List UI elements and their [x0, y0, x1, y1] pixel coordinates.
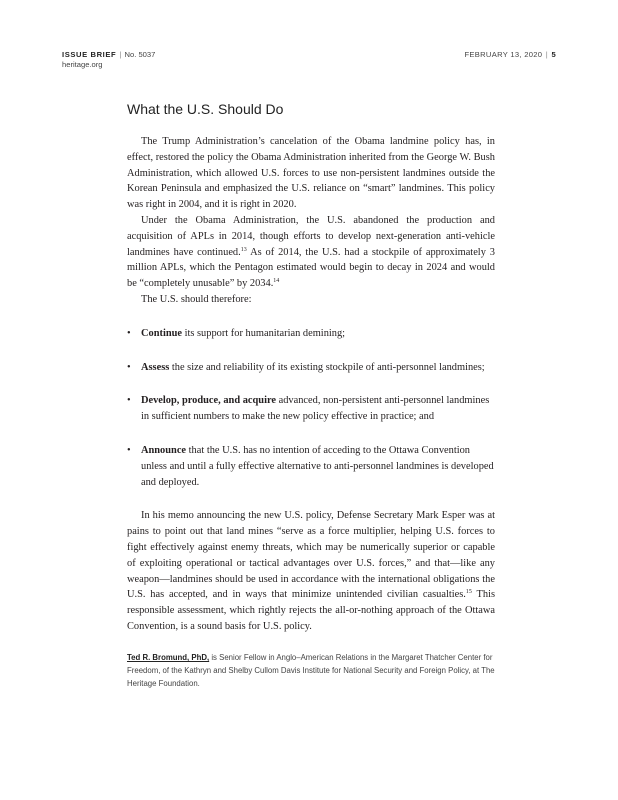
author-bio: [127, 651, 495, 690]
section-title: What the U.S. Should Do: [127, 101, 284, 117]
issue-brief-number: No. 5037: [124, 50, 156, 59]
recommendation-text: that the U.S. has no intention of acceding to the Ottawa Convention unless and until a fully effective alternative to anti-personnel landmines is developed and deployed.: [141, 444, 494, 488]
recommendation-bold: Continue: [141, 327, 182, 339]
footnote-ref-13[interactable]: 13: [240, 246, 247, 253]
recommendation-bold: Assess: [141, 361, 170, 373]
page-number: 5: [551, 50, 556, 59]
recommendation-item: [127, 393, 495, 425]
recommendation-item: [127, 326, 495, 342]
paragraph-1: [127, 134, 495, 213]
recommendation-bold: Develop, produce, and acquire: [141, 395, 276, 407]
author-bio-text: is Senior Fellow in Anglo–American Relations in the Margaret Thatcher Center for Freedom, of the Kathryn and Shelby Cullom Davis Institute for National Security and Foreign Policy, at The Heritage Foundation.: [127, 652, 495, 688]
footnote-ref-14[interactable]: 14: [273, 278, 280, 285]
paragraph-4-text-b: This responsible assessment, which rightly rejects the all-or-nothing approach of the Ottawa Convention, is a sound basis for U.S. policy.: [127, 589, 495, 632]
header-separator: |: [545, 50, 549, 59]
paragraph-4-text-a: In his memo announcing the new U.S. policy, Defense Secretary Mark Esper was at pains to point out that land mines “serve as a force multiplier, helping U.S. forces to fight effectively against enemy threats, which may be numerically superior or capable of exploiting operational or tactical advantages over U.S. forces,” and that—like any weapon—landmines should be used in accordance with the international obligations the U.S. has accepted, and in ways that minimize unintended civilian casualties.: [127, 510, 495, 601]
header-right: [464, 50, 556, 60]
paragraph-4: [127, 508, 495, 634]
main-content: [127, 100, 495, 690]
issue-brief-label: ISSUE BRIEF: [62, 50, 117, 59]
author-name-link[interactable]: Ted R. Bromund, PhD,: [127, 652, 210, 662]
bullet-icon: •: [127, 327, 131, 339]
paragraph-2-text-b: As of 2014, the U.S. had a stockpile of approximately 3 million APLs, which the Pentagon estimated would begin to decay in 2024 and would be “completely unusable” by 2034.: [127, 246, 495, 290]
bullet-icon: •: [127, 361, 131, 373]
bullet-icon: •: [127, 444, 131, 456]
publication-date: FEBRUARY 13, 2020: [464, 50, 543, 59]
recommendation-text: the size and reliability of its existing stockpile of anti-personnel landmines;: [169, 361, 485, 373]
recommendation-text: its support for humanitarian demining;: [182, 327, 346, 339]
paragraph-3-text: The U.S. should therefore:: [141, 293, 252, 305]
paragraph-2-text-a: Under the Obama Administration, the U.S. abandoned the production and acquisition of APLs in 2014, though efforts to develop next-generation anti-vehicle landmines have continued.: [127, 214, 495, 258]
page-header: [62, 50, 556, 74]
paragraph-3: [127, 292, 495, 308]
paragraph-2: [127, 213, 495, 292]
header-separator: |: [119, 50, 122, 59]
recommendation-item: [127, 360, 495, 376]
paragraph-1-text: The Trump Administration’s cancelation of the Obama landmine policy has, in effect, restored the policy the Obama Administration inherited from the George W. Bush Administration, which allowed U.S. forces to use non-persistent landmines outside the Korean Peninsula and emphasized the U.S. reliance on “smart” landmines. This policy was right in 2004, and it is right in 2020.: [127, 136, 495, 211]
footnote-ref-15[interactable]: 15: [465, 589, 472, 596]
bullet-icon: •: [127, 395, 131, 407]
recommendation-list: [127, 326, 495, 491]
header-left: [62, 50, 155, 70]
website-label: heritage.org: [62, 60, 103, 69]
recommendation-item: [127, 443, 495, 490]
recommendation-text: advanced, non-persistent anti-personnel landmines in sufficient numbers to make the new policy effective in practice; and: [141, 395, 490, 423]
recommendation-bold: Announce: [141, 444, 187, 456]
